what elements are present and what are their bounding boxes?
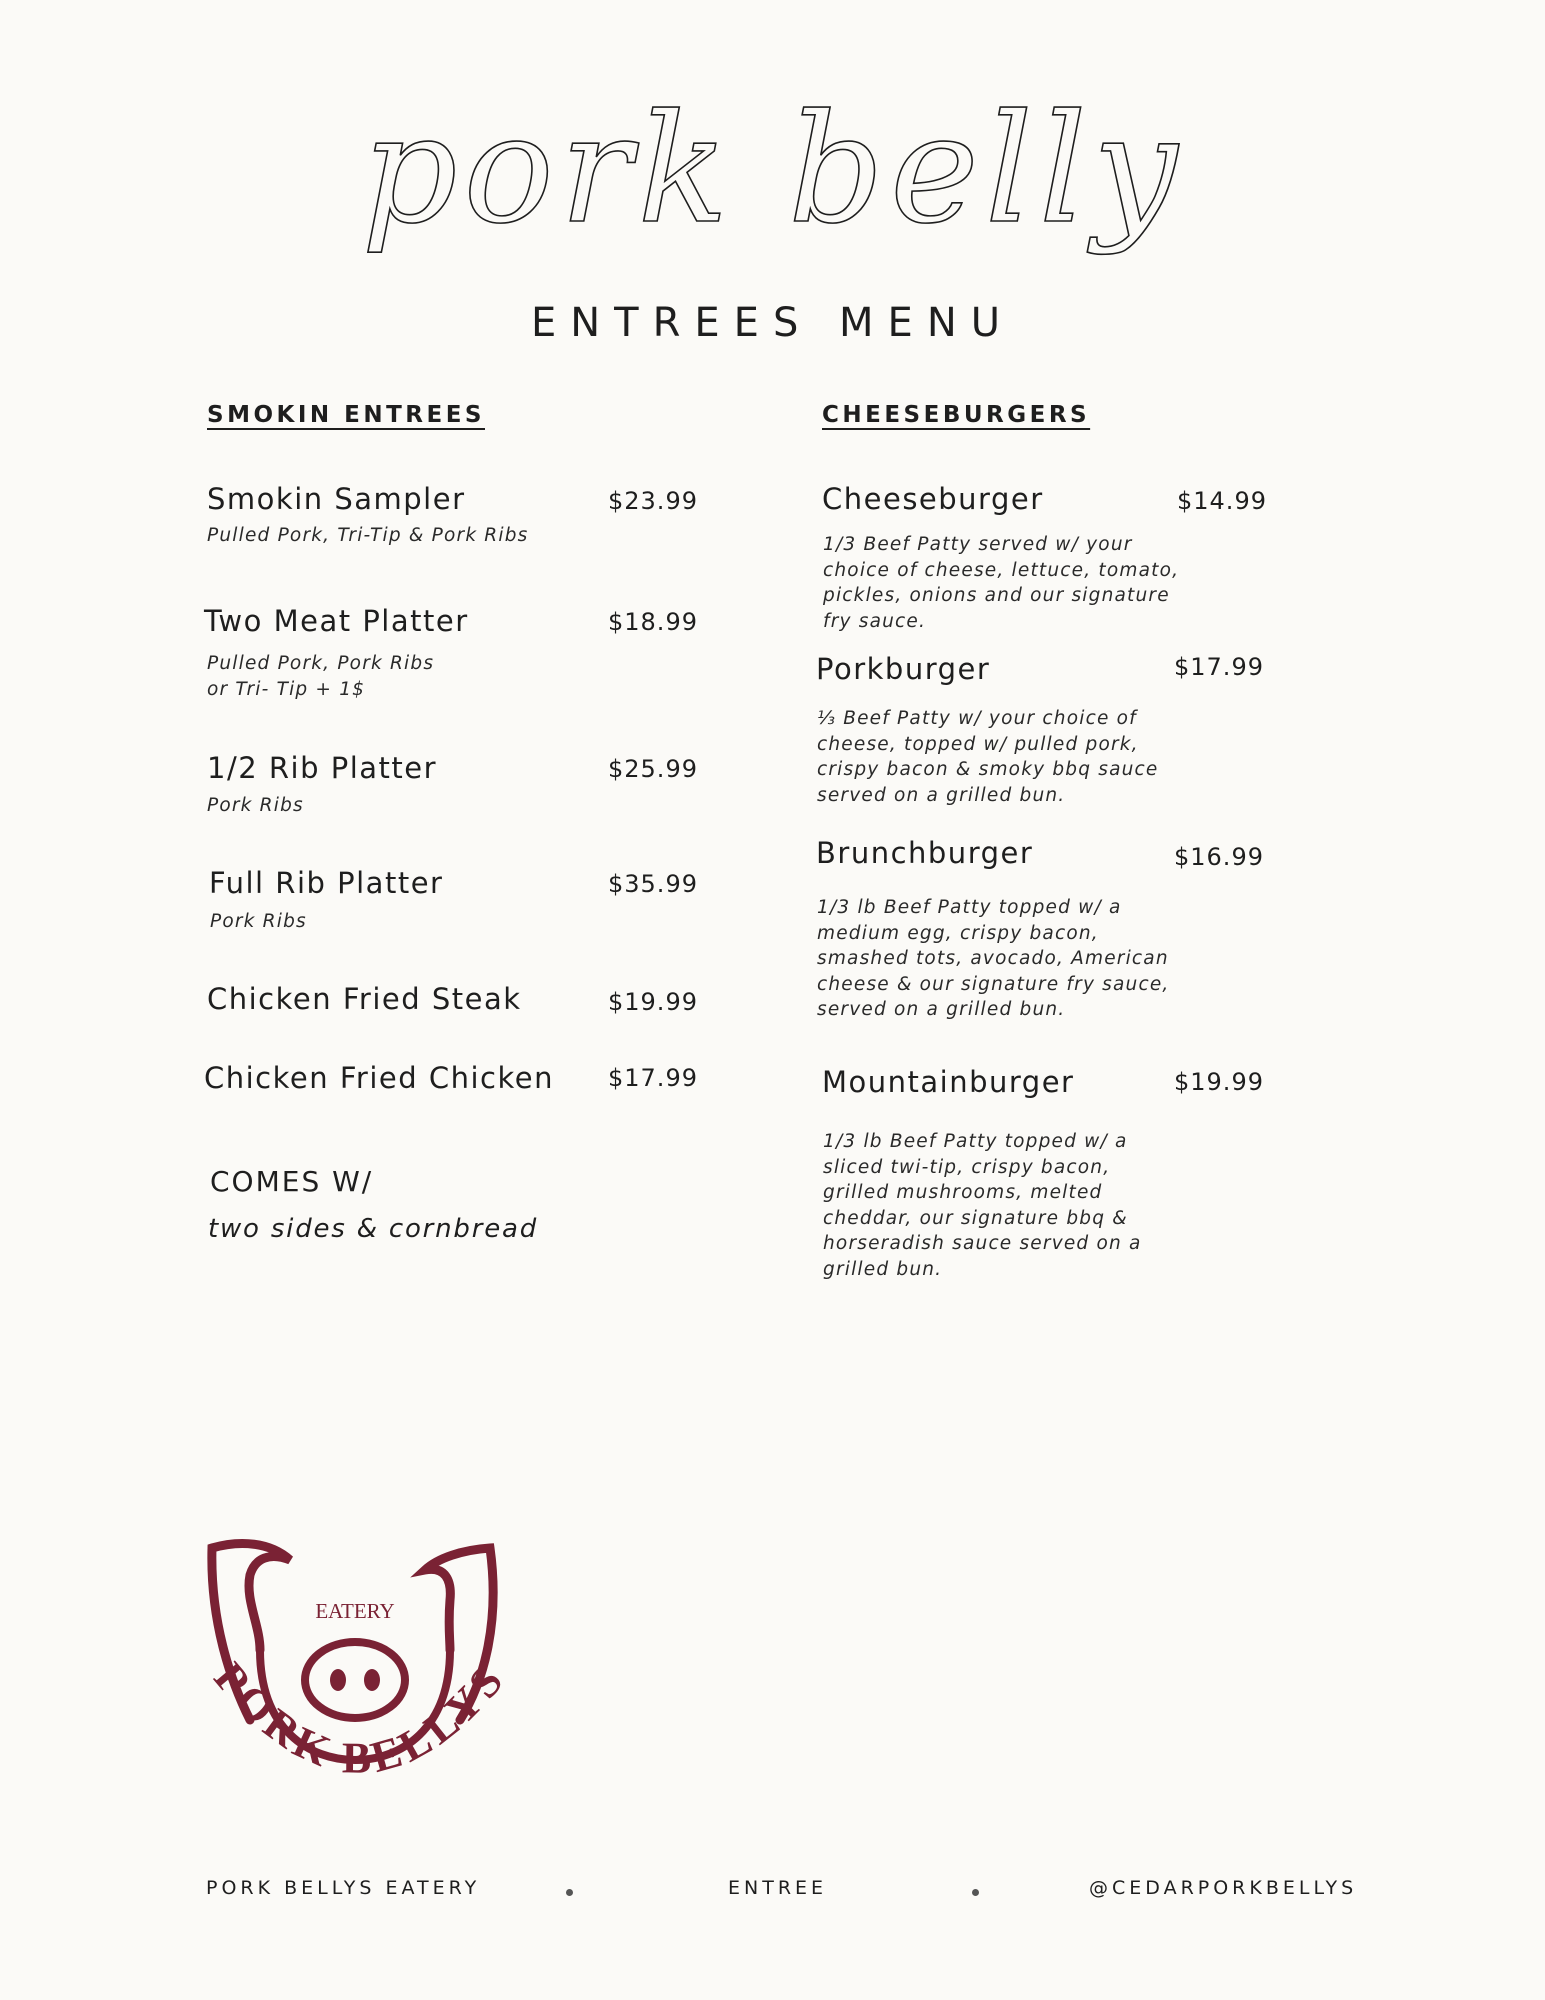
menu-subtitle: ENTREES MENU bbox=[530, 300, 1015, 346]
item-price-two-meat-platter: $18.99 bbox=[608, 608, 698, 636]
footer-divider-dot bbox=[566, 1889, 573, 1896]
desc-line: cheese & our signature fry sauce, bbox=[817, 973, 1170, 995]
section-heading-cheeseburgers: CHEESEBURGERS bbox=[822, 402, 1091, 428]
desc-line: cheese, topped w/ pulled pork, bbox=[817, 733, 1139, 755]
desc-line: sliced twi-tip, crispy bacon, bbox=[823, 1156, 1111, 1178]
item-desc-two-meat-line1: Pulled Pork, Pork Ribs bbox=[207, 653, 435, 674]
item-price-mountainburger: $19.99 bbox=[1174, 1068, 1264, 1096]
script-title: pork belly bbox=[361, 83, 1184, 257]
item-name-two-meat-platter: Two Meat Platter bbox=[204, 604, 469, 638]
desc-line: cheddar, our signature bbq & bbox=[823, 1207, 1128, 1229]
item-price-cheeseburger: $14.99 bbox=[1177, 487, 1267, 515]
item-price-full-rib-platter: $35.99 bbox=[608, 870, 698, 898]
nostril-icon bbox=[364, 1669, 380, 1691]
footer-divider-dot bbox=[972, 1889, 979, 1896]
item-name-mountainburger: Mountainburger bbox=[822, 1065, 1075, 1099]
footer-social-handle: @CEDARPORKBELLYS bbox=[1089, 1877, 1358, 1899]
desc-line: grilled mushrooms, melted bbox=[823, 1182, 1103, 1203]
desc-line: grilled bun. bbox=[823, 1258, 943, 1280]
section-heading-smokin: SMOKIN ENTREES bbox=[207, 402, 485, 428]
logo-eatery-text: EATERY bbox=[315, 1599, 395, 1623]
item-name-smokin-sampler: Smokin Sampler bbox=[207, 482, 466, 516]
item-name-porkburger: Porkburger bbox=[816, 652, 991, 686]
nostril-icon bbox=[330, 1669, 346, 1691]
desc-line: 1/3 Beef Patty served w/ your bbox=[823, 534, 1133, 555]
item-desc-two-meat-line2: or Tri- Tip + 1$ bbox=[207, 679, 366, 700]
item-price-half-rib-platter: $25.99 bbox=[608, 755, 698, 783]
desc-line: fry sauce. bbox=[823, 610, 927, 632]
desc-line: served on a grilled bun. bbox=[817, 784, 1066, 806]
item-name-full-rib-platter: Full Rib Platter bbox=[209, 866, 444, 900]
desc-line: pickles, onions and our signature bbox=[823, 585, 1170, 606]
item-name-brunchburger: Brunchburger bbox=[816, 836, 1034, 870]
desc-line: horseradish sauce served on a bbox=[823, 1233, 1142, 1254]
footer-section-label: ENTREE bbox=[728, 1877, 828, 1899]
comes-with-sides: two sides & cornbread bbox=[208, 1214, 539, 1244]
desc-line: choice of cheese, lettuce, tomato, bbox=[823, 559, 1180, 581]
item-desc-mountainburger bbox=[823, 1129, 1142, 1282]
item-price-chicken-fried-chicken: $17.99 bbox=[608, 1064, 698, 1092]
desc-line: 1/3 lb Beef Patty topped w/ a bbox=[823, 1131, 1128, 1152]
item-name-half-rib-platter: 1/2 Rib Platter bbox=[207, 751, 438, 785]
item-desc-porkburger bbox=[817, 706, 1159, 808]
item-price-brunchburger: $16.99 bbox=[1174, 843, 1264, 871]
item-price-smokin-sampler: $23.99 bbox=[608, 487, 698, 515]
item-name-cheeseburger: Cheeseburger bbox=[822, 482, 1044, 516]
desc-line: 1/3 lb Beef Patty topped w/ a bbox=[817, 897, 1122, 918]
item-desc-smokin-sampler: Pulled Pork, Tri-Tip & Pork Ribs bbox=[207, 525, 529, 546]
logo-arc-text-path: PORK BELLYS bbox=[204, 1653, 516, 1783]
item-name-chicken-fried-steak: Chicken Fried Steak bbox=[207, 982, 522, 1016]
footer-restaurant-name: PORK BELLYS EATERY bbox=[206, 1877, 481, 1899]
desc-line: served on a grilled bun. bbox=[817, 999, 1066, 1020]
item-name-chicken-fried-chicken: Chicken Fried Chicken bbox=[204, 1061, 554, 1095]
comes-with-label: COMES W/ bbox=[210, 1165, 374, 1198]
desc-line: ⅓ Beef Patty w/ your choice of bbox=[817, 708, 1137, 729]
item-desc-full-rib-platter: Pork Ribs bbox=[210, 911, 307, 932]
desc-line: medium egg, crispy bacon, bbox=[817, 922, 1099, 944]
desc-line: smashed tots, avocado, American bbox=[817, 948, 1169, 969]
item-desc-brunchburger bbox=[817, 895, 1170, 1023]
item-price-chicken-fried-steak: $19.99 bbox=[608, 988, 698, 1016]
pork-bellys-logo bbox=[200, 1530, 520, 1830]
item-desc-cheeseburger bbox=[823, 532, 1179, 634]
desc-line: crispy bacon & smoky bbq sauce bbox=[817, 759, 1159, 780]
item-price-porkburger: $17.99 bbox=[1174, 653, 1264, 681]
item-desc-half-rib-platter: Pork Ribs bbox=[207, 795, 304, 816]
